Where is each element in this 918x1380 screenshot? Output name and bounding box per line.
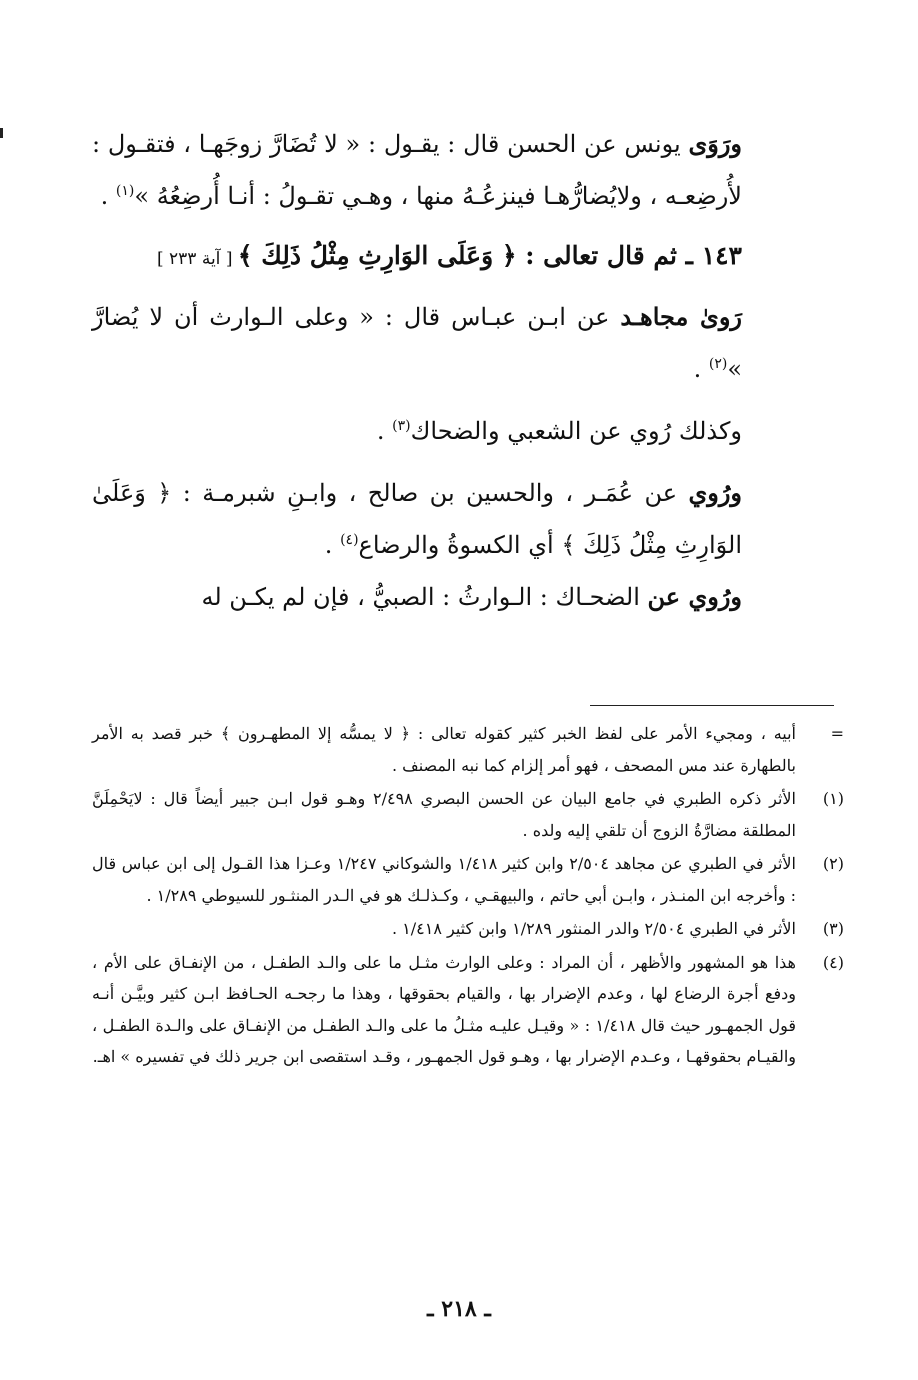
- paragraph-dahhak: [92, 571, 742, 623]
- paragraph-body: عن عُمَـر ، والحسين بن صالح ، وابـنِ شبرمـة : ﴿ وَعَلَىٰ الوَارِثِ مِثْلُ ذَلِكَ ﴾ أي الكسوةُ والرضاع: [92, 479, 742, 559]
- footnote-number: (٣): [822, 919, 844, 938]
- scan-edge-mark: [0, 128, 3, 138]
- paragraph-umar: [92, 467, 742, 571]
- paragraph-shabi: [92, 405, 742, 457]
- paragraph-mujahid: [92, 291, 742, 395]
- paragraph-tail: .: [100, 182, 116, 210]
- paragraph-body: وكذلك رُوي عن الشعبي والضحاك: [410, 417, 742, 445]
- footnote-ref[interactable]: (٤): [340, 532, 359, 548]
- paragraph-body: الضحـاك : الـوارثُ : الصبيُّ ، فإن لم يكـن له: [201, 583, 648, 611]
- footnote-number: =: [830, 724, 844, 743]
- footnote-text: أبيه ، ومجيء الأمر على لفظ الخبر كثير كقوله تعالى : ﴿ لا يمسُّه إلا المطهـرون ﴾ خبر قصد به الأمر بالطهارة عند مس المصحف ، فهو أمر إلزام كما نبه المصنف .: [92, 724, 796, 775]
- paragraph-lead: ورَوَى: [688, 129, 742, 158]
- footnote-text: الأثر في الطبري عن مجاهد ٢/٥٠٤ وابن كثير ١/٤١٨ والشوكاني ١/٢٤٧ وعـزا هذا القـول إلى ابن عباس قال : وأخرجه ابن المنـذر ، وابـن أبي حاتم ، والبيهقـي ، وكـذلـك هو في الـدر المنثـور للسيوطي ١/٢٨٩ .: [92, 854, 796, 905]
- footnotes: [92, 718, 844, 1075]
- paragraph-tail: .: [376, 417, 393, 445]
- paragraph-yunus: [92, 118, 742, 222]
- paragraph-body: يونس عن الحسن قال : يقـول : « لا تُضَارَّ زوجَهـا ، فتقـول : لأُرضِعـه ، ولايُضارُّهـا فينزعُـهُ منها ، وهـي تقـولُ : أنـا أُرضِعُهُ »: [92, 130, 742, 210]
- footnote-ref[interactable]: (٣): [392, 418, 411, 434]
- footnote-2: [92, 848, 844, 911]
- footnote-text: الأثر في الطبري ٢/٥٠٤ والدر المنثور ١/٢٨٩ وابن كثير ١/٤١٨ .: [391, 919, 796, 938]
- footnote-4: [92, 947, 844, 1073]
- paragraph-body: عن ابـن عبـاس قال : « وعلى الـوارث أن لا يُضارَّ »: [92, 303, 742, 383]
- verse-reference: [ آية ٢٣٣ ]: [156, 249, 238, 269]
- section-heading-143: [92, 230, 742, 285]
- footnote-ref[interactable]: (٢): [708, 356, 728, 372]
- footnote-ref[interactable]: (١): [115, 183, 135, 199]
- footnote-3: [92, 913, 844, 945]
- page-number: ـ ٢١٨ ـ: [427, 1296, 491, 1322]
- footnote-number: (١): [822, 789, 844, 808]
- footnote-1: [92, 783, 844, 846]
- footnote-text: هذا هو المشهور والأظهر ، أن المراد : وعلى الوارث مثـل ما على والـد الطفـل ، من الإنفـاق على الأم ، ودفع أجرة الرضاع لها ، وعدم الإضرار بها ، والقيام بحقوقها ، وهذا ما رجحـه الحـافظ ابـن كثير وبيَّـن أنـه قول الجمهـور حيث قال ١/٤١٨ : « وقيـل عليـه مثـلُ ما على والـد الطفـل من الإنفـاق على والـدة الطفـل ، والقيـام بحقوقهـا ، وعـدم الإضرار بها ، وهـو قول الجمهـور ، وقـد استقصى ابن جرير ذلك في تفسيره » اهـ.: [92, 952, 797, 1066]
- paragraph-lead: ورُوي عن: [647, 582, 742, 611]
- footnote-separator: [590, 705, 834, 706]
- footnote-text: الأثر ذكره الطبري في جامع البيان عن الحسن البصري ٢/٤٩٨ وهـو قول ابـن جبير أيضاً قال : لايَحْمِلَنَّ المطلقة مضارَّةُ الزوج أن تلقي إليه ولده .: [92, 789, 797, 840]
- paragraph-tail: .: [693, 355, 709, 383]
- heading-text: ١٤٣ ـ ثم قال تعالى : ﴿ وَعَلَى الوَارِثِ مِثْلُ ذَلِكَ ﴾: [237, 241, 742, 270]
- main-text: [92, 118, 742, 623]
- footnote-number: (٤): [822, 952, 844, 972]
- paragraph-tail: .: [324, 531, 341, 559]
- footnote-number: (٢): [822, 854, 844, 873]
- paragraph-lead: ورُوي: [688, 478, 742, 507]
- paragraph-lead: رَوىٰ مجاهـد: [620, 302, 742, 331]
- footnote-continuation: [92, 718, 844, 781]
